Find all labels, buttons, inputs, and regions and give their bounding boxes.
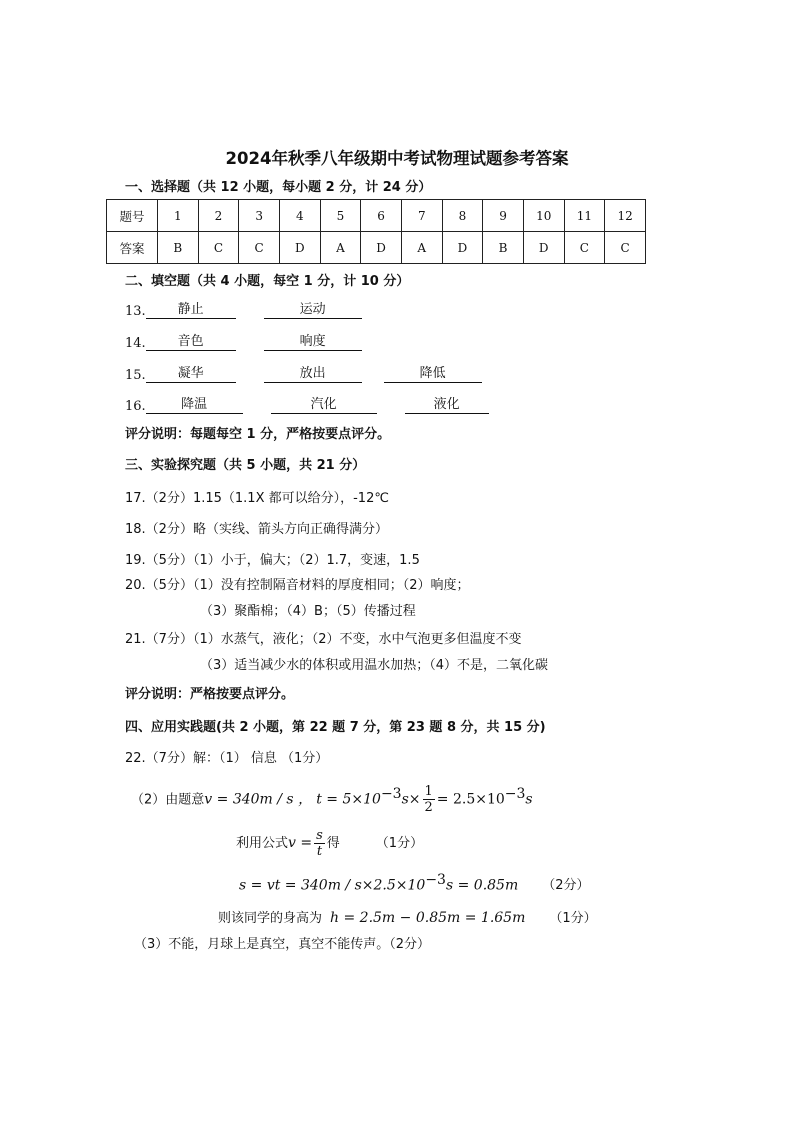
section3-note: 评分说明：严格按要点评分。 [125, 687, 295, 702]
answer-blank: 响度 [264, 334, 362, 351]
formula-distance-result: s = 0.85m [445, 877, 519, 894]
exponent: −3 [504, 786, 526, 802]
fill-question-13 [125, 302, 362, 319]
page-title: 2024年秋季八年级期中考试物理试题参考答案 [225, 149, 569, 168]
table-cell: B [158, 232, 199, 264]
table-row-numbers [107, 200, 646, 232]
table-cell: 7 [401, 200, 442, 232]
row-label-answer: 答案 [107, 232, 158, 264]
formula-height: h = 2.5m − 0.85m = 1.65m [330, 910, 526, 926]
exponent: −3 [425, 872, 446, 888]
text: 则该同学的身高为 [218, 911, 323, 926]
table-cell: C [198, 232, 239, 264]
section3-heading: 三、实验探究题（共 5 小题，共 21 分） [125, 458, 366, 473]
text: （2）由题意 [131, 792, 205, 808]
answer-22-line5 [218, 907, 597, 926]
formula-time-right: = 2.5×10 [436, 791, 505, 808]
answer-22-line4 [239, 872, 590, 893]
score: （1分） [375, 836, 424, 851]
table-cell: 2 [198, 200, 239, 232]
formula-velocity: v = [288, 835, 313, 851]
answer-22-line2 [131, 772, 533, 816]
answer-table [106, 199, 646, 264]
table-cell: 1 [158, 200, 199, 232]
score: （2分） [542, 878, 590, 894]
section2-note: 评分说明：每题每空 1 分，严格按要点评分。 [125, 427, 391, 442]
table-cell: 9 [483, 200, 524, 232]
table-cell: 4 [279, 200, 320, 232]
fraction-denominator: t [316, 844, 323, 859]
answer-blank: 放出 [264, 366, 362, 383]
formula-time-mid: s× [401, 791, 421, 808]
formula-velocity: v = 340m / s ， [204, 791, 313, 808]
fill-question-15 [125, 366, 482, 383]
section4-heading: 四、应用实践题(共 2 小题，第 22 题 7 分，第 23 题 8 分，共 15 分) [125, 720, 546, 735]
table-cell: 8 [442, 200, 483, 232]
exponent: −3 [380, 786, 402, 802]
table-cell: B [483, 232, 524, 264]
fill-question-14 [125, 334, 362, 351]
score: （1分） [549, 911, 597, 926]
section2-heading: 二、填空题（共 4 小题，每空 1 分，计 10 分） [125, 274, 410, 289]
table-cell: A [401, 232, 442, 264]
question-number: 15. [125, 368, 146, 383]
fraction-half [423, 784, 435, 815]
answer-21-line2: （3）适当减少水的体积或用温水加热；（4）不是，二氧化碳 [200, 658, 549, 673]
section1-heading: 一、选择题（共 12 小题，每小题 2 分，计 24 分） [125, 180, 432, 195]
table-cell: D [361, 232, 402, 264]
formula-distance: s = vt = 340m / s×2.5×10 [239, 877, 426, 894]
table-cell: 3 [239, 200, 280, 232]
answer-20-line2: （3）聚酯棉；（4）B；（5）传播过程 [200, 604, 416, 619]
answer-blank: 凝华 [146, 366, 236, 383]
question-number: 13. [125, 304, 146, 319]
answer-18: 18.（2分）略（实线、箭头方向正确得满分） [125, 522, 388, 537]
answer-22-line6: （3）不能，月球上是真空，真空不能传声。（2分） [134, 937, 431, 952]
answer-blank: 液化 [405, 397, 489, 414]
table-cell: 5 [320, 200, 361, 232]
question-number: 16. [125, 399, 146, 414]
fraction-s-over-t [314, 828, 325, 859]
table-cell: A [320, 232, 361, 264]
answer-blank: 静止 [146, 302, 236, 319]
fraction-denominator: 2 [424, 800, 433, 816]
table-row-answers [107, 232, 646, 264]
table-cell: D [442, 232, 483, 264]
answer-20-line1: 20.（5分）（1）没有控制隔音材料的厚度相同；（2）响度； [125, 578, 470, 593]
formula-unit: s [525, 791, 533, 808]
table-cell: C [239, 232, 280, 264]
answer-blank: 降温 [146, 397, 243, 414]
table-cell: D [523, 232, 564, 264]
table-cell: 11 [564, 200, 605, 232]
formula-time-left: t = 5×10 [316, 791, 381, 808]
text: 利用公式 [236, 836, 289, 851]
table-cell: 6 [361, 200, 402, 232]
question-number: 14. [125, 336, 146, 351]
table-cell: C [605, 232, 646, 264]
answer-22-line3 [236, 821, 423, 865]
text: 得 [326, 836, 340, 851]
answer-blank: 降低 [384, 366, 482, 383]
table-cell: D [279, 232, 320, 264]
table-cell: C [564, 232, 605, 264]
answer-blank: 运动 [264, 302, 362, 319]
fraction-numerator: s [316, 828, 323, 843]
answer-21-line1: 21.（7分）（1）水蒸气，液化；（2）不变，水中气泡更多但温度不变 [125, 632, 522, 647]
answer-19: 19.（5分）（1）小于，偏大；（2）1.7，变速，1.5 [125, 553, 420, 568]
fraction-numerator: 1 [424, 784, 433, 800]
answer-blank: 音色 [146, 334, 236, 351]
table-cell: 10 [523, 200, 564, 232]
answer-17: 17.（2分）1.15（1.1X 都可以给分），-12℃ [125, 491, 389, 506]
answer-22-line1: 22.（7分）解：（1） 信息 （1分） [125, 751, 329, 766]
row-label-question: 题号 [107, 200, 158, 232]
table-cell: 12 [605, 200, 646, 232]
fill-question-16 [125, 397, 489, 414]
answer-blank: 汽化 [271, 397, 377, 414]
